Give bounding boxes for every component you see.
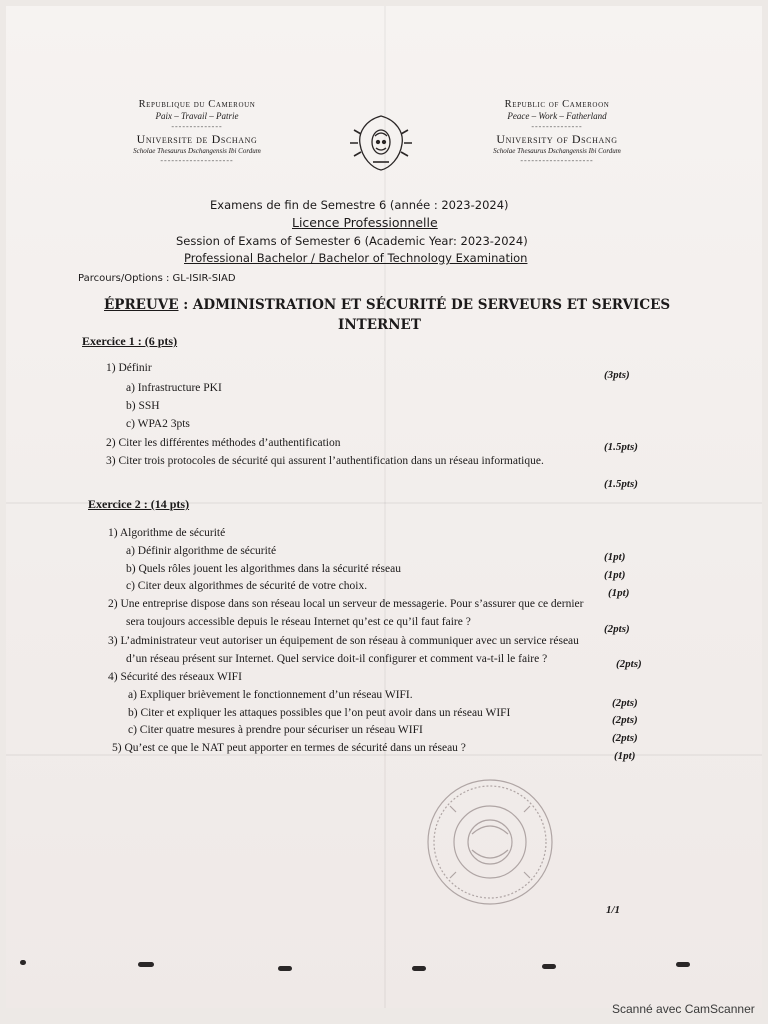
- ex2-q4a: a) Expliquer brièvement le fonctionnement d’un réseau WIFI.: [128, 689, 413, 701]
- latin-motto: Scholae Thesaurus Dschangensis Ibi Cordum: [133, 147, 261, 156]
- university-fr: Universite de Dschang: [136, 132, 258, 147]
- divider: --------------------: [160, 156, 234, 166]
- ex2-q1b: b) Quels rôles jouent les algorithmes dans la sécurité réseau: [126, 563, 401, 575]
- divider: --------------: [171, 122, 223, 132]
- ex2-q4b-points: (2pts): [612, 714, 638, 726]
- motto-en: Peace – Work – Fatherland: [507, 111, 607, 122]
- ex2-q2-points: (2pts): [604, 623, 630, 635]
- ex1-q3: 3) Citer trois protocoles de sécurité qui assurent l’authentification dans un réseau informatique.: [106, 455, 544, 467]
- ex2-q1b-points: (1pt): [604, 569, 626, 581]
- scan-mark: [278, 966, 292, 971]
- ex2-q5-points: (1pt): [614, 750, 636, 762]
- official-stamp-icon: [420, 772, 560, 912]
- exam-line3: Session of Exams of Semester 6 (Academic Year: 2023-2024): [176, 234, 528, 248]
- header-left: [102, 98, 292, 166]
- ex2-q1a: a) Définir algorithme de sécurité: [126, 545, 277, 557]
- exercise1-title: Exercice 1 : (6 pts): [82, 334, 178, 348]
- ex1-q1a: a) Infrastructure PKI: [126, 382, 222, 394]
- ex2-q4a-points: (2pts): [612, 697, 638, 709]
- epreuve-title: : ADMINISTRATION ET SÉCURITÉ DE SERVEURS ET SERVICES: [178, 297, 671, 313]
- ex1-q2-points: (1.5pts): [604, 441, 638, 453]
- scan-mark: [542, 964, 556, 969]
- latin-motto: Scholae Thesaurus Dschangensis Ibi Cordum: [493, 147, 621, 156]
- ex1-q2: 2) Citer les différentes méthodes d’authentification: [106, 437, 341, 449]
- university-crest-icon: [344, 112, 418, 174]
- ex1-q3-points: (1.5pts): [604, 478, 638, 490]
- ex2-q3: 3) L’administrateur veut autoriser un équipement de son réseau à communiquer avec un service réseau: [108, 635, 579, 647]
- ex2-q3-cont: d’un réseau présent sur Internet. Quel service doit-il configurer et comment va-t-il le faire ?: [126, 653, 548, 665]
- scan-mark: [138, 962, 154, 967]
- exam-line1: Examens de fin de Semestre 6 (année : 2023-2024): [210, 198, 509, 212]
- ex2-q2-cont: sera toujours accessible depuis le réseau Internet qu’est ce qu’il faut faire ?: [126, 616, 471, 628]
- exam-line4: Professional Bachelor / Bachelor of Technology Examination: [184, 251, 528, 265]
- ex2-q1c-points: (1pt): [608, 587, 630, 599]
- epreuve-heading: [104, 297, 670, 313]
- exam-options: Parcours/Options : GL-ISIR-SIAD: [78, 273, 236, 284]
- ex2-q2: 2) Une entreprise dispose dans son réseau local un serveur de messagerie. Pour s’assurer que ce dernier: [108, 598, 584, 610]
- header-right: [462, 98, 652, 166]
- divider: --------------------: [520, 156, 594, 166]
- ex2-q1a-points: (1pt): [604, 551, 626, 563]
- ex2-q1c: c) Citer deux algorithmes de sécurité de votre choix.: [126, 580, 368, 592]
- ex2-q4: 4) Sécurité des réseaux WIFI: [108, 671, 242, 683]
- scan-mark: [20, 960, 26, 965]
- scan-mark: [676, 962, 690, 967]
- country-fr: Republique du Cameroun: [138, 99, 256, 110]
- scanner-watermark: Scanné avec CamScanner: [612, 1002, 755, 1016]
- ex1-q1c: c) WPA2 3pts: [126, 418, 190, 430]
- motto-fr: Paix – Travail – Patrie: [155, 111, 239, 122]
- ex2-q3-points: (2pts): [616, 658, 642, 670]
- ex2-q1: 1) Algorithme de sécurité: [108, 527, 226, 539]
- epreuve-title-2: INTERNET: [338, 317, 421, 333]
- ex1-q1b: b) SSH: [126, 400, 160, 412]
- ex2-q5: 5) Qu’est ce que le NAT peut apporter en termes de sécurité dans un réseau ?: [112, 742, 466, 754]
- exercise2-title: Exercice 2 : (14 pts): [88, 497, 190, 511]
- ex1-q1-points: (3pts): [604, 369, 630, 381]
- epreuve-label: ÉPREUVE: [104, 297, 179, 313]
- ex2-q4c: c) Citer quatre mesures à prendre pour sécuriser un réseau WIFI: [128, 724, 423, 736]
- university-en: University of Dschang: [496, 132, 618, 147]
- ex1-q1: 1) Définir: [106, 362, 152, 374]
- exam-licence: Licence Professionnelle: [292, 215, 438, 230]
- page-number: 1/1: [606, 904, 621, 916]
- scan-mark: [412, 966, 426, 971]
- ex2-q4c-points: (2pts): [612, 732, 638, 744]
- ex2-q4b: b) Citer et expliquer les attaques possibles que l’on peut avoir dans un réseau WIFI: [128, 707, 511, 719]
- divider: --------------: [531, 122, 583, 132]
- country-en: Republic of Cameroon: [504, 99, 610, 110]
